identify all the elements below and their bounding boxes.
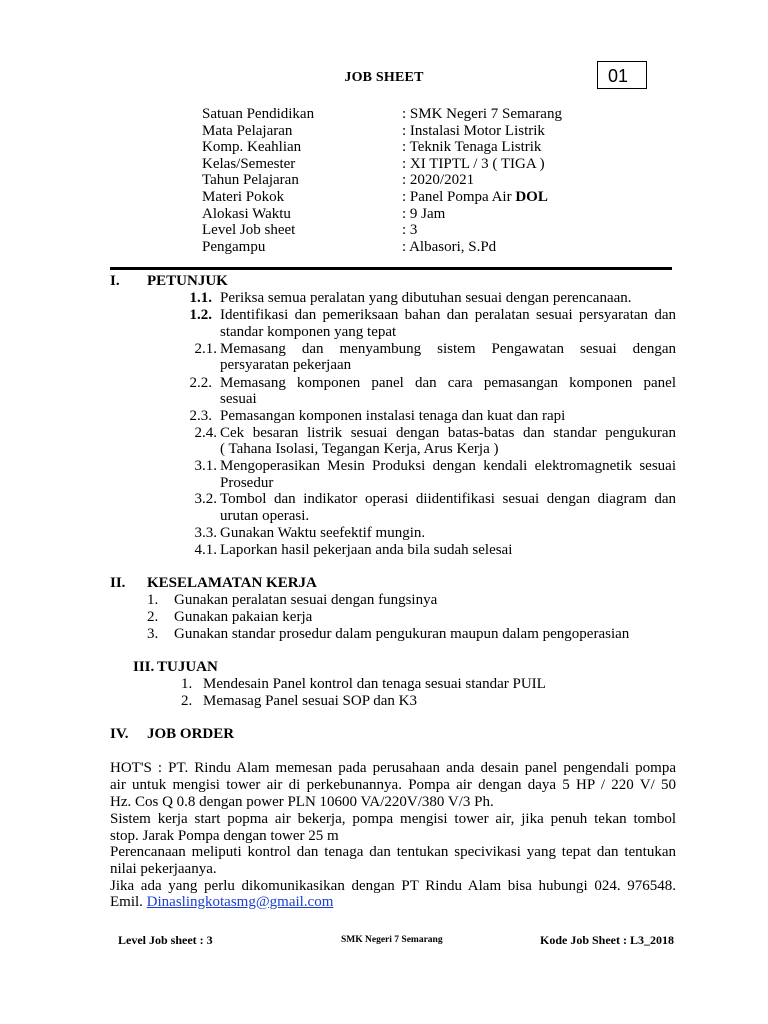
list-item-number: 2.1. xyxy=(194,340,217,357)
info-value: : SMK Negeri 7 Semarang xyxy=(402,106,562,122)
list-item-number: 1. xyxy=(181,676,193,692)
list-item-continuation: ( Tahana Isolasi, Tegangan Kerja, Arus Kerja ) xyxy=(220,441,499,457)
info-label: Alokasi Waktu xyxy=(202,205,291,222)
list-item-number: 3.3. xyxy=(194,524,217,541)
list-item-number: 2.4. xyxy=(194,424,217,441)
info-value: : Instalasi Motor Listrik xyxy=(402,122,545,139)
list-item: Gunakan peralatan sesuai dengan fungsinya xyxy=(174,592,438,608)
info-label: Komp. Keahlian xyxy=(202,139,302,155)
section-title-tujuan: TUJUAN xyxy=(157,659,218,675)
paragraph-line: HOT'S : PT. Rindu Alam memesan pada perusahaan anda desain panel pengendali pompa xyxy=(110,760,676,776)
list-item-number: 4.1. xyxy=(194,541,217,558)
list-item-continuation: urutan operasi. xyxy=(220,508,310,524)
paragraph-line: Sistem kerja start popma air bekerja, pompa mengisi tower air, jika penuh tekan tombol xyxy=(110,810,676,827)
section-number: I. xyxy=(110,273,120,289)
email-line xyxy=(110,894,676,911)
list-item-continuation: Prosedur xyxy=(220,474,274,491)
list-item-number: 3.2. xyxy=(194,491,217,507)
list-item-number: 2.3. xyxy=(189,407,212,424)
list-item: Gunakan Waktu seefektif mungin. xyxy=(220,524,426,541)
list-item-number: 3.1. xyxy=(194,458,217,474)
list-item-continuation: persyaratan pekerjaan xyxy=(220,357,352,373)
info-label: Mata Pelajaran xyxy=(202,122,293,139)
info-label: Materi Pokok xyxy=(202,189,285,205)
paragraph-line: Hz. Cos Q 0.8 dengan power PLN 10600 VA/220V/380 V/3 Ph. xyxy=(110,794,494,810)
list-item-number: 1. xyxy=(147,592,159,608)
footer-level: Level Job sheet : 3 xyxy=(118,933,213,947)
list-item: Memasag Panel sesuai SOP dan K3 xyxy=(203,693,417,709)
info-value: : 9 Jam xyxy=(402,205,446,222)
info-value-text: : Panel Pompa Air xyxy=(402,189,516,205)
paragraph-line: Jika ada yang perlu dikomunikasikan dengan PT Rindu Alam bisa hubungi 024. 976548. xyxy=(110,877,676,894)
list-item-number: 1.1. xyxy=(189,290,212,306)
page-number-box: 01 xyxy=(597,61,647,89)
list-item: Mendesain Panel kontrol dan tenaga sesuai standar PUIL xyxy=(203,676,546,692)
email-prefix: Emil. xyxy=(110,894,147,910)
info-value: : XI TIPTL / 3 ( TIGA ) xyxy=(402,155,545,172)
section-number: II. xyxy=(110,575,126,591)
info-value xyxy=(402,189,548,206)
info-label: Satuan Pendidikan xyxy=(202,106,315,122)
page-title: JOB SHEET xyxy=(344,70,424,85)
list-item-number: 1.2. xyxy=(189,306,212,323)
paragraph-line: air untuk mengisi tower air di perkebunannya. Pompa air dengan daya 5 HP / 220 V/ 50 xyxy=(110,777,676,793)
list-item-number: 2. xyxy=(181,693,193,709)
list-item: Cek besaran listrik sesuai dengan batas-batas dan standar pengukuran xyxy=(220,424,676,441)
info-label: Pengampu xyxy=(202,239,266,255)
info-label: Tahun Pelajaran xyxy=(202,172,299,188)
info-value-bold: DOL xyxy=(515,189,548,205)
info-value: : Teknik Tenaga Listrik xyxy=(402,139,542,155)
paragraph-line: stop. Jarak Pompa dengan tower 25 m xyxy=(110,827,339,844)
info-value: : 2020/2021 xyxy=(402,172,475,188)
email-link[interactable]: Dinaslingkotasmg@gmail.com xyxy=(146,894,334,910)
list-item: Memasang komponen panel dan cara pemasangan komponen panel xyxy=(220,374,676,391)
paragraph-line: Perencanaan meliputi kontrol dan tenaga dan tentukan specivikasi yang tepat dan tentukan xyxy=(110,844,676,860)
list-item: Periksa semua peralatan yang dibutuhan sesuai dengan perencanaan. xyxy=(220,290,632,306)
section-title-petunjuk: PETUNJUK xyxy=(147,273,228,289)
footer-code: Kode Job Sheet : L3_2018 xyxy=(540,933,675,947)
info-value: : Albasori, S.Pd xyxy=(402,239,497,255)
list-item-number: 2.2. xyxy=(189,374,212,391)
footer-school: SMK Negeri 7 Semarang xyxy=(341,935,443,945)
list-item: Gunakan standar prosedur dalam pengukuran maupun dalam pengoperasian xyxy=(174,625,630,642)
info-value: : 3 xyxy=(402,222,418,238)
section-number: IV. xyxy=(110,726,129,742)
list-item: Pemasangan komponen instalasi tenaga dan kuat dan rapi xyxy=(220,407,566,424)
list-item-number: 3. xyxy=(147,625,159,642)
list-item: Mengoperasikan Mesin Produksi dengan kendali elektromagnetik sesuai xyxy=(220,458,676,474)
list-item: Gunakan pakaian kerja xyxy=(174,609,313,625)
list-item: Memasang dan menyambung sistem Pengawatan sesuai dengan xyxy=(220,340,676,357)
info-label: Kelas/Semester xyxy=(202,155,296,172)
section-number: III. xyxy=(133,659,155,675)
section-title-job-order: JOB ORDER xyxy=(147,726,235,742)
list-item-continuation: sesuai xyxy=(220,391,257,407)
list-item-continuation: standar komponen yang tepat xyxy=(220,323,397,340)
list-item: Laporkan hasil pekerjaan anda bila sudah selesai xyxy=(220,541,513,558)
section-title-keselamatan: KESELAMATAN KERJA xyxy=(147,575,317,591)
header-divider xyxy=(110,267,672,270)
paragraph-line: nilai pekerjaanya. xyxy=(110,861,217,877)
list-item: Identifikasi dan pemeriksaan bahan dan peralatan sesuai persyaratan dan xyxy=(220,306,676,323)
list-item-number: 2. xyxy=(147,609,159,625)
list-item: Tombol dan indikator operasi diidentifikasi sesuai dengan diagram dan xyxy=(220,491,676,507)
info-label: Level Job sheet xyxy=(202,222,296,238)
